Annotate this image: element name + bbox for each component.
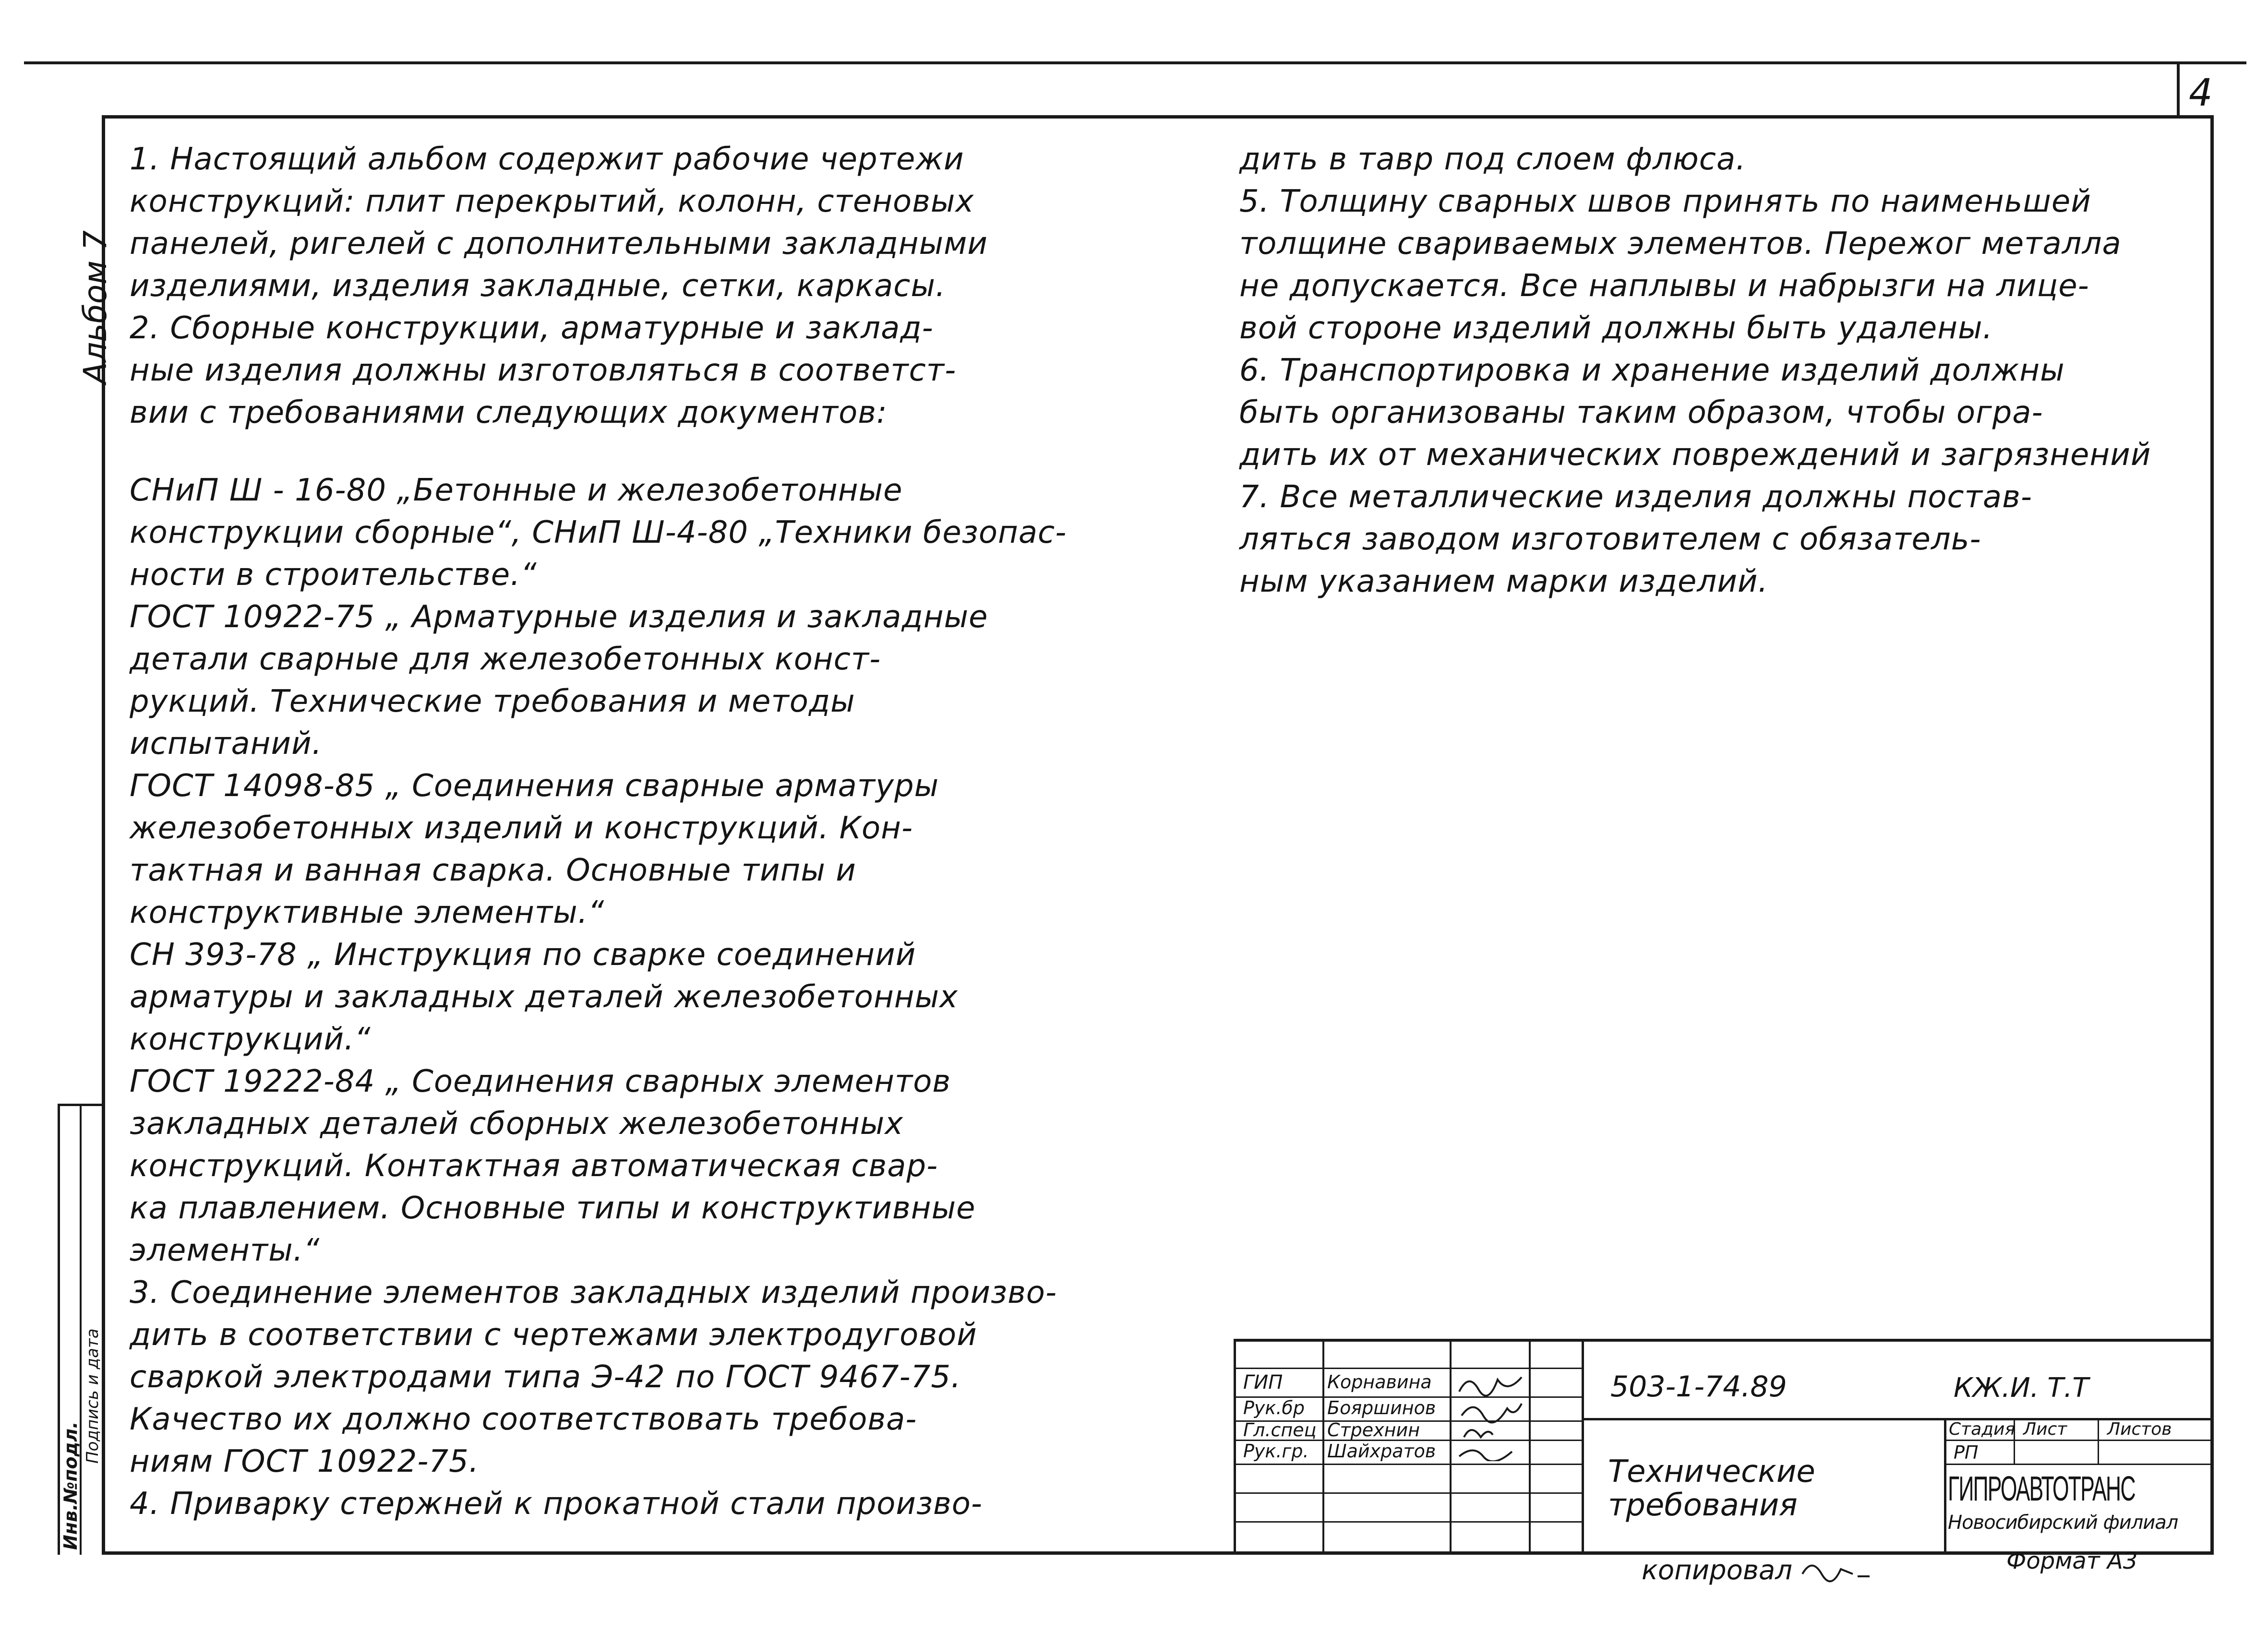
tb-line — [1234, 1339, 2214, 1342]
text-line: дить в тавр под слоем флюса. — [1239, 142, 1746, 177]
text-line: конструкций.“ — [130, 1022, 371, 1057]
text-line: ка плавлением. Основные типы и конструктивные — [130, 1191, 976, 1226]
tb-role: Рук.бр — [1243, 1397, 1305, 1418]
text-line: рукций. Технические требования и методы — [130, 684, 855, 719]
tb-line — [1944, 1440, 2214, 1441]
margin-stamp-label-2: Подпись и дата — [83, 1328, 102, 1464]
text-line: ниям ГОСТ 10922-75. — [130, 1444, 480, 1479]
text-line: ности в строительстве.“ — [130, 557, 537, 593]
copier-signature-image — [1800, 1555, 1872, 1588]
text-line: толщине свариваемых элементов. Пережог металла — [1239, 226, 2122, 262]
text-line: изделиями, изделия закладные, сетки, каркасы. — [130, 268, 946, 304]
left-text-column — [130, 138, 1067, 1525]
tb-line — [1944, 1418, 1946, 1555]
tb-line — [1944, 1464, 2214, 1465]
text-line: 7. Все металлические изделия должны постав- — [1239, 479, 2032, 515]
tb-line — [1450, 1339, 1452, 1555]
text-line: ным указанием марки изделий. — [1239, 564, 1768, 599]
tb-name: Бояршинов — [1327, 1397, 1436, 1418]
tb-line — [1322, 1339, 1324, 1555]
tb-name: Корнавина — [1327, 1371, 1432, 1393]
tb-name: Стрехнин — [1327, 1419, 1420, 1441]
tb-role: ГИП — [1243, 1371, 1283, 1394]
tb-line — [1234, 1492, 1584, 1494]
text-line: СНиП Ш - 16-80 „Бетонные и железобетонные — [130, 473, 903, 508]
text-line: детали сварные для железобетонных конст- — [130, 642, 881, 677]
tb-line — [1529, 1339, 1531, 1555]
page-number-box-left — [2177, 61, 2180, 117]
tb-line — [1234, 1368, 1584, 1369]
tb-line — [1234, 1521, 1584, 1523]
text-line: 4. Приварку стержней к прокатной стали произво- — [130, 1486, 983, 1522]
text-line: вии с требованиями следующих документов: — [130, 395, 888, 430]
text-line: вой стороне изделий должны быть удалены. — [1239, 310, 1993, 346]
text-line: ГОСТ 19222-84 „ Соединения сварных элементов — [130, 1064, 951, 1099]
stage-header: Стадия — [1949, 1419, 2016, 1439]
signature-image — [1454, 1370, 1526, 1461]
text-line: 2. Сборные конструкции, арматурные и заклад- — [130, 310, 934, 346]
right-text-column — [1239, 138, 2151, 603]
text-line: испытаний. — [130, 726, 323, 762]
sheet-header: Лист — [2023, 1419, 2067, 1439]
text-line: закладных деталей сборных железобетонных — [130, 1106, 904, 1142]
text-line: сваркой электродами типа Э-42 по ГОСТ 9467-75. — [130, 1359, 961, 1395]
text-line: 1. Настоящий альбом содержит рабочие чертежи — [130, 142, 964, 177]
text-line: конструктивные элементы.“ — [130, 895, 605, 930]
stage-value: РП — [1954, 1442, 1979, 1463]
document-mark: КЖ.И. Т.Т — [1954, 1372, 2089, 1404]
page-number: 4 — [2189, 71, 2213, 115]
top-rule — [24, 61, 2246, 64]
text-line: не допускается. Все наплывы и набрызги на лице- — [1239, 268, 2089, 304]
org-name: ГИПРОАВТОТРАНС — [1948, 1470, 2135, 1508]
text-line: Качество их должно соответствовать требова- — [130, 1402, 917, 1437]
tb-line — [2098, 1418, 2099, 1464]
text-line: ляться заводом изготовителем с обязатель- — [1239, 522, 1981, 557]
text-line: СН 393-78 „ Инструкция по сварке соединений — [130, 937, 916, 973]
tb-line — [1582, 1339, 1584, 1555]
text-line: ные изделия должны изготовляться в соответст- — [130, 353, 957, 388]
text-line: элементы.“ — [130, 1233, 320, 1268]
tb-role: Рук.гр. — [1243, 1441, 1309, 1462]
tb-line — [1234, 1464, 1584, 1465]
text-line: 6. Транспортировка и хранение изделий должны — [1239, 353, 2065, 388]
format-label: Формат А3 — [2006, 1548, 2138, 1574]
text-line: тактная и ванная сварка. Основные типы и — [130, 853, 856, 888]
text-line: 5. Толщину сварных швов принять по наименьшей — [1239, 184, 2091, 219]
sheets-header: Листов — [2107, 1419, 2172, 1439]
org-branch: Новосибирский филиал — [1948, 1512, 2178, 1534]
text-line: железобетонных изделий и конструкций. Кон- — [130, 810, 913, 846]
document-code: 503-1-74.89 — [1610, 1370, 1787, 1404]
tb-name: Шайхратов — [1327, 1441, 1436, 1462]
text-line: конструкций. Контактная автоматическая свар- — [130, 1148, 938, 1184]
text-line: ГОСТ 14098-85 „ Соединения сварные арматуры — [130, 768, 939, 804]
text-line: конструкций: плит перекрытий, колонн, стеновых — [130, 184, 974, 219]
sheet-title-line1: Технические — [1608, 1454, 1815, 1489]
tb-role: Гл.спец — [1243, 1419, 1317, 1441]
text-line: панелей, ригелей с дополнительными закладными — [130, 226, 988, 262]
text-line: ГОСТ 10922-75 „ Арматурные изделия и закладные — [130, 599, 988, 635]
tb-line — [1234, 1339, 1236, 1555]
text-line: арматуры и закладных деталей железобетонных — [130, 979, 959, 1015]
text-line: конструкции сборные“, СНиП Ш-4-80 „Техники безопас- — [130, 515, 1067, 550]
text-line: дить в соответствии с чертежами электродуговой — [130, 1317, 977, 1353]
text-line: дить их от механических повреждений и загрязнений — [1239, 437, 2151, 473]
text-line: быть организованы таким образом, чтобы огра- — [1239, 395, 2043, 430]
album-label: Альбом 7 — [77, 230, 114, 384]
copied-by-label: копировал — [1642, 1555, 1793, 1586]
text-line: 3. Соединение элементов закладных изделий произво- — [130, 1275, 1057, 1310]
sheet-title-line2: требования — [1608, 1488, 1798, 1523]
margin-stamp-label: Инв.№подл. — [60, 1421, 81, 1550]
